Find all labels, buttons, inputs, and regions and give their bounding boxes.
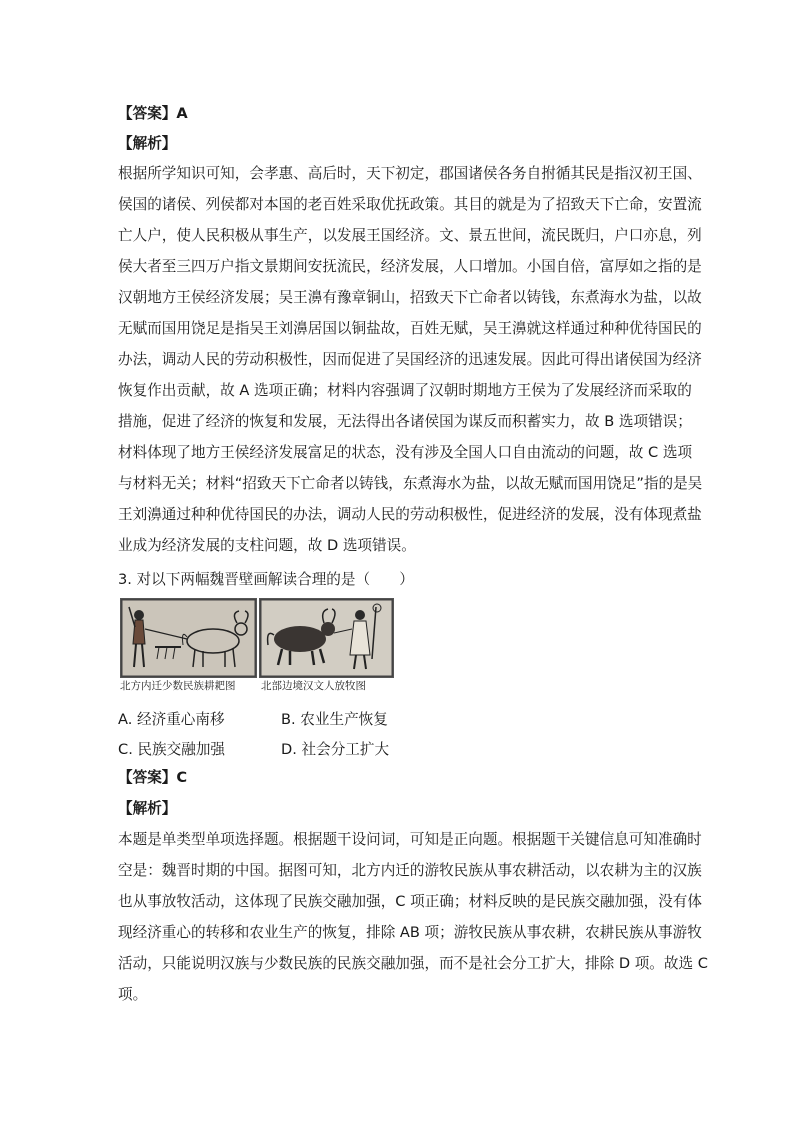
analysis-line: 措施，促进了经济的恢复和发展，无法得出各诸侯国为谋反而积蓄实力，故 B 选项错误；	[118, 413, 692, 430]
analysis-line: 侯国的诸侯、列侯都对本国的老百姓采取优抚政策。其目的就是为了招致天下亡命，安置流	[118, 196, 702, 213]
analysis-line: 空是：魏晋时期的中国。据图可知，北方内迁的游牧民族从事农耕活动，以农耕为主的汉族	[118, 862, 702, 879]
analysis-paragraph-q2	[118, 164, 703, 567]
answer-label-q3: 【答案】C	[118, 769, 188, 786]
analysis-line: 业成为经济发展的支柱问题，故 D 选项错误。	[118, 537, 416, 554]
analysis-line: 项。	[118, 986, 148, 1003]
figure-caption-left: 北方内迁少数民族耕耙图	[120, 680, 236, 692]
analysis-line: 根据所学知识可知，会孝惠、高后时，天下初定，郡国诸侯各务自拊循其民是指汉初王国、	[118, 165, 702, 182]
analysis-line: 活动，只能说明汉族与少数民族的民族交融加强，而不是社会分工扩大，排除 D 项。故选 C	[118, 955, 708, 972]
analysis-line: 恢复作出贡献，故 A 选项正确；材料内容强调了汉朝时期地方王侯为了发展经济而采取的	[118, 382, 692, 399]
mural-figure	[120, 598, 392, 694]
mural-plowing-image	[120, 598, 257, 678]
analysis-line: 现经济重心的转移和农业生产的恢复，排除 AB 项；游牧民族从事农耕，农耕民族从事游牧	[118, 924, 702, 941]
analysis-line: 王刘濞通过种种优待国民的办法，调动人民的劳动积极性，促进经济的发展，没有体现煮盐	[118, 506, 702, 523]
mural-herding-image	[259, 598, 394, 678]
analysis-label-q2: 【解析】	[118, 135, 177, 152]
analysis-paragraph-q3	[118, 830, 708, 1016]
option-a: A. 经济重心南移	[118, 711, 225, 728]
option-b: B. 农业生产恢复	[281, 711, 388, 728]
analysis-label-q3: 【解析】	[118, 800, 177, 817]
analysis-line: 也从事放牧活动，这体现了民族交融加强，C 项正确；材料反映的是民族交融加强，没有体	[118, 893, 702, 910]
analysis-line: 汉朝地方王侯经济发展；吴王濞有豫章铜山，招致天下亡命者以铸钱，东煮海水为盐，以故	[118, 289, 702, 306]
analysis-line: 本题是单类型单项选择题。根据题干设问词，可知是正向题。根据题干关键信息可知准确时	[118, 831, 702, 848]
analysis-line: 无赋而国用饶足是指吴王刘濞居国以铜盐故，百姓无赋，吴王濞就这样通过种种优待国民的	[118, 320, 702, 337]
figure-caption-right: 北部边境汉文人放牧图	[261, 680, 366, 692]
analysis-line: 材料体现了地方王侯经济发展富足的状态，没有涉及全国人口自由流动的问题，故 C 选项	[118, 444, 693, 461]
analysis-line: 办法，调动人民的劳动积极性，因而促进了吴国经济的迅速发展。因此可得出诸侯国为经济	[118, 351, 702, 368]
answer-label-q2: 【答案】A	[118, 105, 188, 122]
question-3-stem: 3. 对以下两幅魏晋壁画解读合理的是（ ）	[118, 571, 414, 588]
analysis-line: 与材料无关；材料“招致天下亡命者以铸钱，东煮海水为盐，以故无赋而国用饶足”指的是吴	[118, 475, 703, 492]
analysis-line: 亡人户，使人民积极从事生产，以发展王国经济。文、景五世间，流民既归，户口亦息，列	[118, 227, 702, 244]
option-d: D. 社会分工扩大	[281, 741, 390, 758]
analysis-line: 侯大者至三四万户指文景期间安抚流民，经济发展，人口增加。小国自倍，富厚如之指的是	[118, 258, 702, 275]
option-c: C. 民族交融加强	[118, 741, 226, 758]
